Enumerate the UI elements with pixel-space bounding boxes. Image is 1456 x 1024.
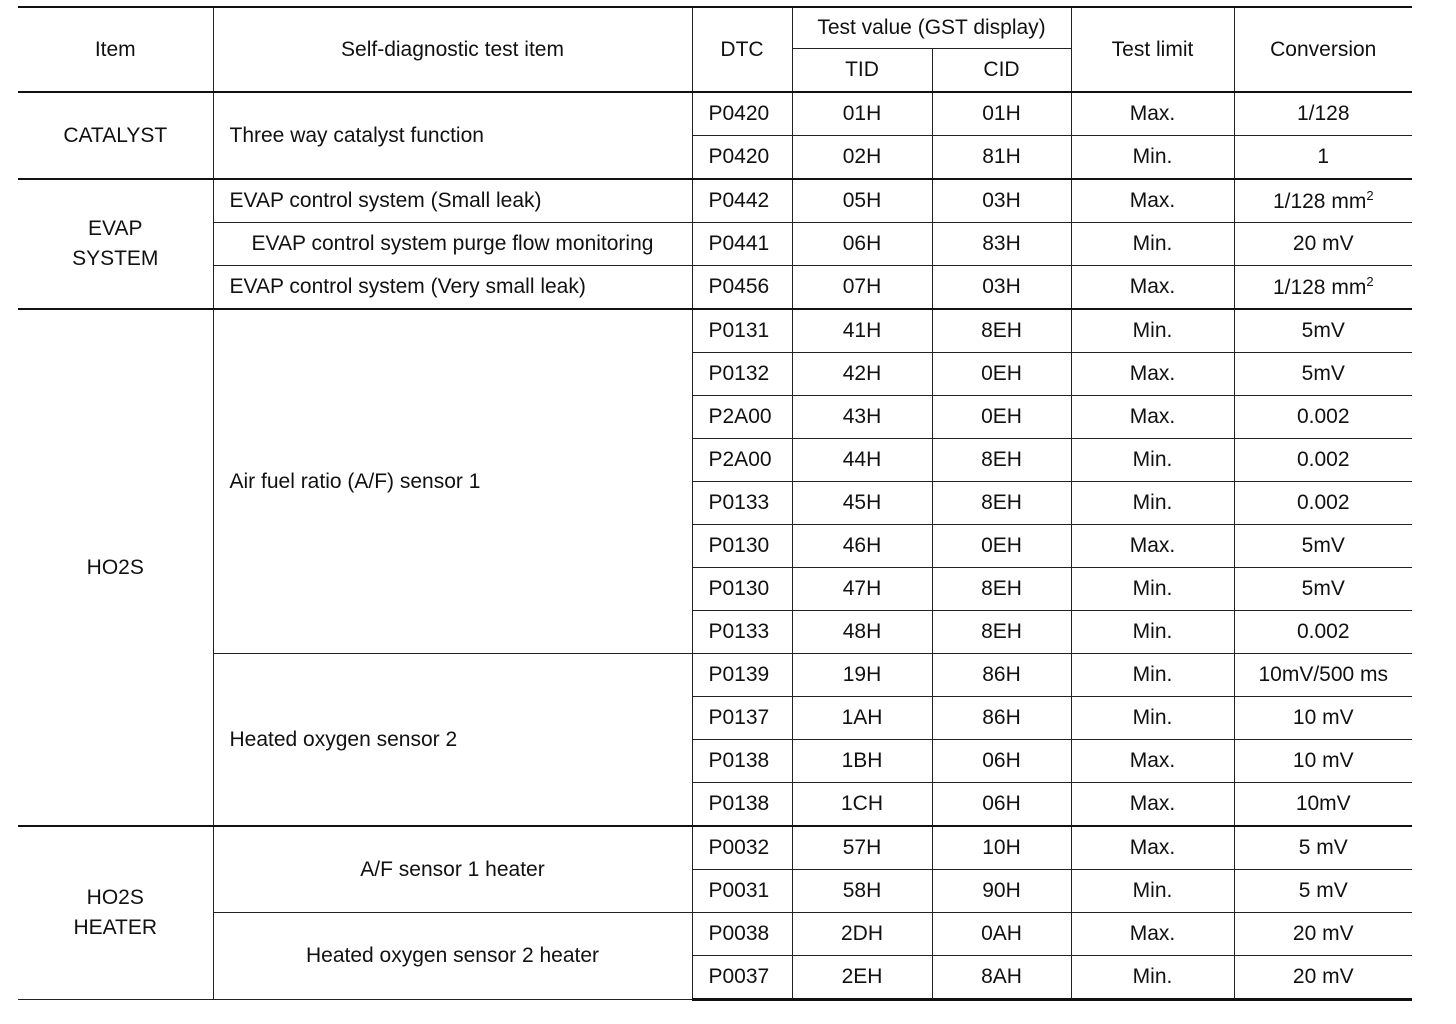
conversion xyxy=(1234,482,1412,525)
test-limit: Max. xyxy=(1071,92,1234,136)
header-tid: TID xyxy=(792,49,932,93)
table-row xyxy=(18,913,1412,956)
conversion-text: 5mV xyxy=(1301,577,1345,600)
cid-value: 8EH xyxy=(932,568,1071,611)
self-test-item: Heated oxygen sensor 2 xyxy=(213,654,692,827)
test-limit: Max. xyxy=(1071,913,1234,956)
dtc-code: P0420 xyxy=(692,92,792,136)
self-test-item: A/F sensor 1 heater xyxy=(213,826,692,913)
table-row xyxy=(18,309,1412,353)
conversion xyxy=(1234,179,1412,223)
cid-value: 06H xyxy=(932,783,1071,827)
cid-value: 90H xyxy=(932,870,1071,913)
tid-value: 42H xyxy=(792,353,932,396)
header-dtc: DTC xyxy=(692,7,792,92)
table-row xyxy=(18,223,1412,266)
conversion-text: 0.002 xyxy=(1296,448,1350,471)
test-limit: Max. xyxy=(1071,353,1234,396)
tid-value: 19H xyxy=(792,654,932,697)
cid-value: 03H xyxy=(932,266,1071,310)
test-limit: Min. xyxy=(1071,568,1234,611)
conversion-text: 5 mV xyxy=(1298,879,1348,902)
test-limit: Min. xyxy=(1071,956,1234,1000)
header-cid: CID xyxy=(932,49,1071,93)
item-group xyxy=(18,826,1412,1000)
conversion xyxy=(1234,396,1412,439)
test-limit: Min. xyxy=(1071,309,1234,353)
header-test-limit: Test limit xyxy=(1071,7,1234,92)
cid-value: 8EH xyxy=(932,309,1071,353)
item-label: HO2S xyxy=(86,555,144,579)
table-row xyxy=(18,92,1412,136)
self-test-item: EVAP control system (Very small leak) xyxy=(213,266,692,310)
conversion-text: 0.002 xyxy=(1296,491,1350,514)
cid-value: 0EH xyxy=(932,396,1071,439)
item-group xyxy=(18,92,1412,179)
self-test-item: Three way catalyst function xyxy=(213,92,692,179)
tid-value: 47H xyxy=(792,568,932,611)
conversion-text: 5 mV xyxy=(1298,836,1348,859)
tid-value: 06H xyxy=(792,223,932,266)
tid-value: 45H xyxy=(792,482,932,525)
header-self-test-item: Self-diagnostic test item xyxy=(213,7,692,92)
item-group xyxy=(18,179,1412,309)
conversion xyxy=(1234,740,1412,783)
dtc-code: P0137 xyxy=(692,697,792,740)
tid-value: 01H xyxy=(792,92,932,136)
cid-value: 81H xyxy=(932,136,1071,180)
conversion xyxy=(1234,826,1412,870)
tid-value: 1BH xyxy=(792,740,932,783)
item-label: HO2S xyxy=(86,886,144,909)
dtc-code: P0131 xyxy=(692,309,792,353)
conversion xyxy=(1234,92,1412,136)
test-limit: Max. xyxy=(1071,396,1234,439)
test-limit: Min. xyxy=(1071,654,1234,697)
self-test-item: Air fuel ratio (A/F) sensor 1 xyxy=(213,309,692,654)
conversion xyxy=(1234,870,1412,913)
conversion xyxy=(1234,439,1412,482)
dtc-code: P0130 xyxy=(692,568,792,611)
item-label: HEATER xyxy=(73,916,158,939)
dtc-code: P0442 xyxy=(692,179,792,223)
cid-value: 0AH xyxy=(932,913,1071,956)
cid-value: 8EH xyxy=(932,611,1071,654)
conversion xyxy=(1234,223,1412,266)
table-row xyxy=(18,826,1412,870)
conversion-text: 10 mV xyxy=(1292,706,1354,729)
conversion-exponent: 2 xyxy=(1366,274,1374,289)
dtc-code: P0138 xyxy=(692,740,792,783)
header-item: Item xyxy=(18,7,213,92)
test-limit: Min. xyxy=(1071,223,1234,266)
conversion-text: 1/128 mm xyxy=(1272,190,1367,213)
conversion xyxy=(1234,525,1412,568)
test-limit: Max. xyxy=(1071,525,1234,568)
test-limit: Max. xyxy=(1071,783,1234,827)
conversion xyxy=(1234,309,1412,353)
dtc-code: P0441 xyxy=(692,223,792,266)
conversion xyxy=(1234,136,1412,180)
header-conversion: Conversion xyxy=(1234,7,1412,92)
tid-value: 1AH xyxy=(792,697,932,740)
dtc-code: P0133 xyxy=(692,611,792,654)
tid-value: 05H xyxy=(792,179,932,223)
test-limit: Min. xyxy=(1071,439,1234,482)
conversion xyxy=(1234,353,1412,396)
item-cell xyxy=(18,309,213,826)
test-limit: Min. xyxy=(1071,870,1234,913)
cid-value: 10H xyxy=(932,826,1071,870)
dtc-code: P0456 xyxy=(692,266,792,310)
conversion xyxy=(1234,783,1412,827)
cid-value: 86H xyxy=(932,654,1071,697)
test-limit: Max. xyxy=(1071,266,1234,310)
tid-value: 07H xyxy=(792,266,932,310)
dtc-code: P0139 xyxy=(692,654,792,697)
tid-value: 43H xyxy=(792,396,932,439)
cid-value: 0EH xyxy=(932,525,1071,568)
tid-value: 1CH xyxy=(792,783,932,827)
test-limit: Max. xyxy=(1071,740,1234,783)
item-label: CATALYST xyxy=(63,123,168,147)
cid-value: 0EH xyxy=(932,353,1071,396)
dtc-code: P0031 xyxy=(692,870,792,913)
tid-value: 41H xyxy=(792,309,932,353)
item-cell xyxy=(18,826,213,1000)
table-header xyxy=(18,7,1412,92)
tid-value: 48H xyxy=(792,611,932,654)
conversion-text: 1/128 xyxy=(1296,102,1350,125)
cid-value: 06H xyxy=(932,740,1071,783)
tid-value: 2EH xyxy=(792,956,932,1000)
item-label: EVAP xyxy=(88,217,143,240)
table-row xyxy=(18,179,1412,223)
tid-value: 02H xyxy=(792,136,932,180)
conversion xyxy=(1234,568,1412,611)
test-limit: Min. xyxy=(1071,611,1234,654)
header-test-value: Test value (GST display) xyxy=(792,7,1071,49)
dtc-code: P0130 xyxy=(692,525,792,568)
cid-value: 01H xyxy=(932,92,1071,136)
cid-value: 8EH xyxy=(932,482,1071,525)
conversion xyxy=(1234,654,1412,697)
conversion-text: 1 xyxy=(1317,145,1330,168)
test-limit: Max. xyxy=(1071,179,1234,223)
conversion-text: 20 mV xyxy=(1292,965,1354,988)
dtc-code: P0032 xyxy=(692,826,792,870)
conversion-text: 0.002 xyxy=(1296,620,1350,643)
tid-value: 58H xyxy=(792,870,932,913)
item-cell xyxy=(18,92,213,179)
tid-value: 46H xyxy=(792,525,932,568)
conversion-text: 20 mV xyxy=(1292,922,1354,945)
test-limit: Max. xyxy=(1071,826,1234,870)
test-limit: Min. xyxy=(1071,697,1234,740)
item-group xyxy=(18,309,1412,826)
conversion-text: 5mV xyxy=(1301,362,1345,385)
test-limit: Min. xyxy=(1071,482,1234,525)
conversion xyxy=(1234,697,1412,740)
cid-value: 83H xyxy=(932,223,1071,266)
dtc-code: P0037 xyxy=(692,956,792,1000)
cid-value: 8EH xyxy=(932,439,1071,482)
cid-value: 86H xyxy=(932,697,1071,740)
conversion xyxy=(1234,913,1412,956)
conversion-text: 10mV/500 ms xyxy=(1258,663,1389,686)
tid-value: 57H xyxy=(792,826,932,870)
item-label: SYSTEM xyxy=(72,247,159,270)
self-test-item: EVAP control system (Small leak) xyxy=(213,179,692,223)
dtc-table xyxy=(18,6,1412,1001)
cid-value: 8AH xyxy=(932,956,1071,1000)
conversion-text: 10 mV xyxy=(1292,749,1354,772)
tid-value: 2DH xyxy=(792,913,932,956)
dtc-code: P0132 xyxy=(692,353,792,396)
conversion-text: 0.002 xyxy=(1296,405,1350,428)
conversion-text: 20 mV xyxy=(1292,232,1354,255)
dtc-code: P0038 xyxy=(692,913,792,956)
dtc-code: P0420 xyxy=(692,136,792,180)
table-row xyxy=(18,266,1412,310)
conversion-text: 5mV xyxy=(1301,319,1345,342)
conversion-text: 1/128 mm xyxy=(1272,276,1367,299)
cid-value: 03H xyxy=(932,179,1071,223)
table-row xyxy=(18,654,1412,697)
item-cell xyxy=(18,179,213,309)
conversion xyxy=(1234,266,1412,310)
self-test-item: EVAP control system purge flow monitoring xyxy=(213,223,692,266)
conversion xyxy=(1234,956,1412,1000)
conversion-text: 10mV xyxy=(1295,792,1351,815)
conversion-text: 5mV xyxy=(1301,534,1345,557)
dtc-code: P0133 xyxy=(692,482,792,525)
dtc-code: P0138 xyxy=(692,783,792,827)
dtc-code: P2A00 xyxy=(692,439,792,482)
self-test-item: Heated oxygen sensor 2 heater xyxy=(213,913,692,1000)
tid-value: 44H xyxy=(792,439,932,482)
conversion xyxy=(1234,611,1412,654)
test-limit: Min. xyxy=(1071,136,1234,180)
conversion-exponent: 2 xyxy=(1366,188,1374,203)
dtc-code: P2A00 xyxy=(692,396,792,439)
